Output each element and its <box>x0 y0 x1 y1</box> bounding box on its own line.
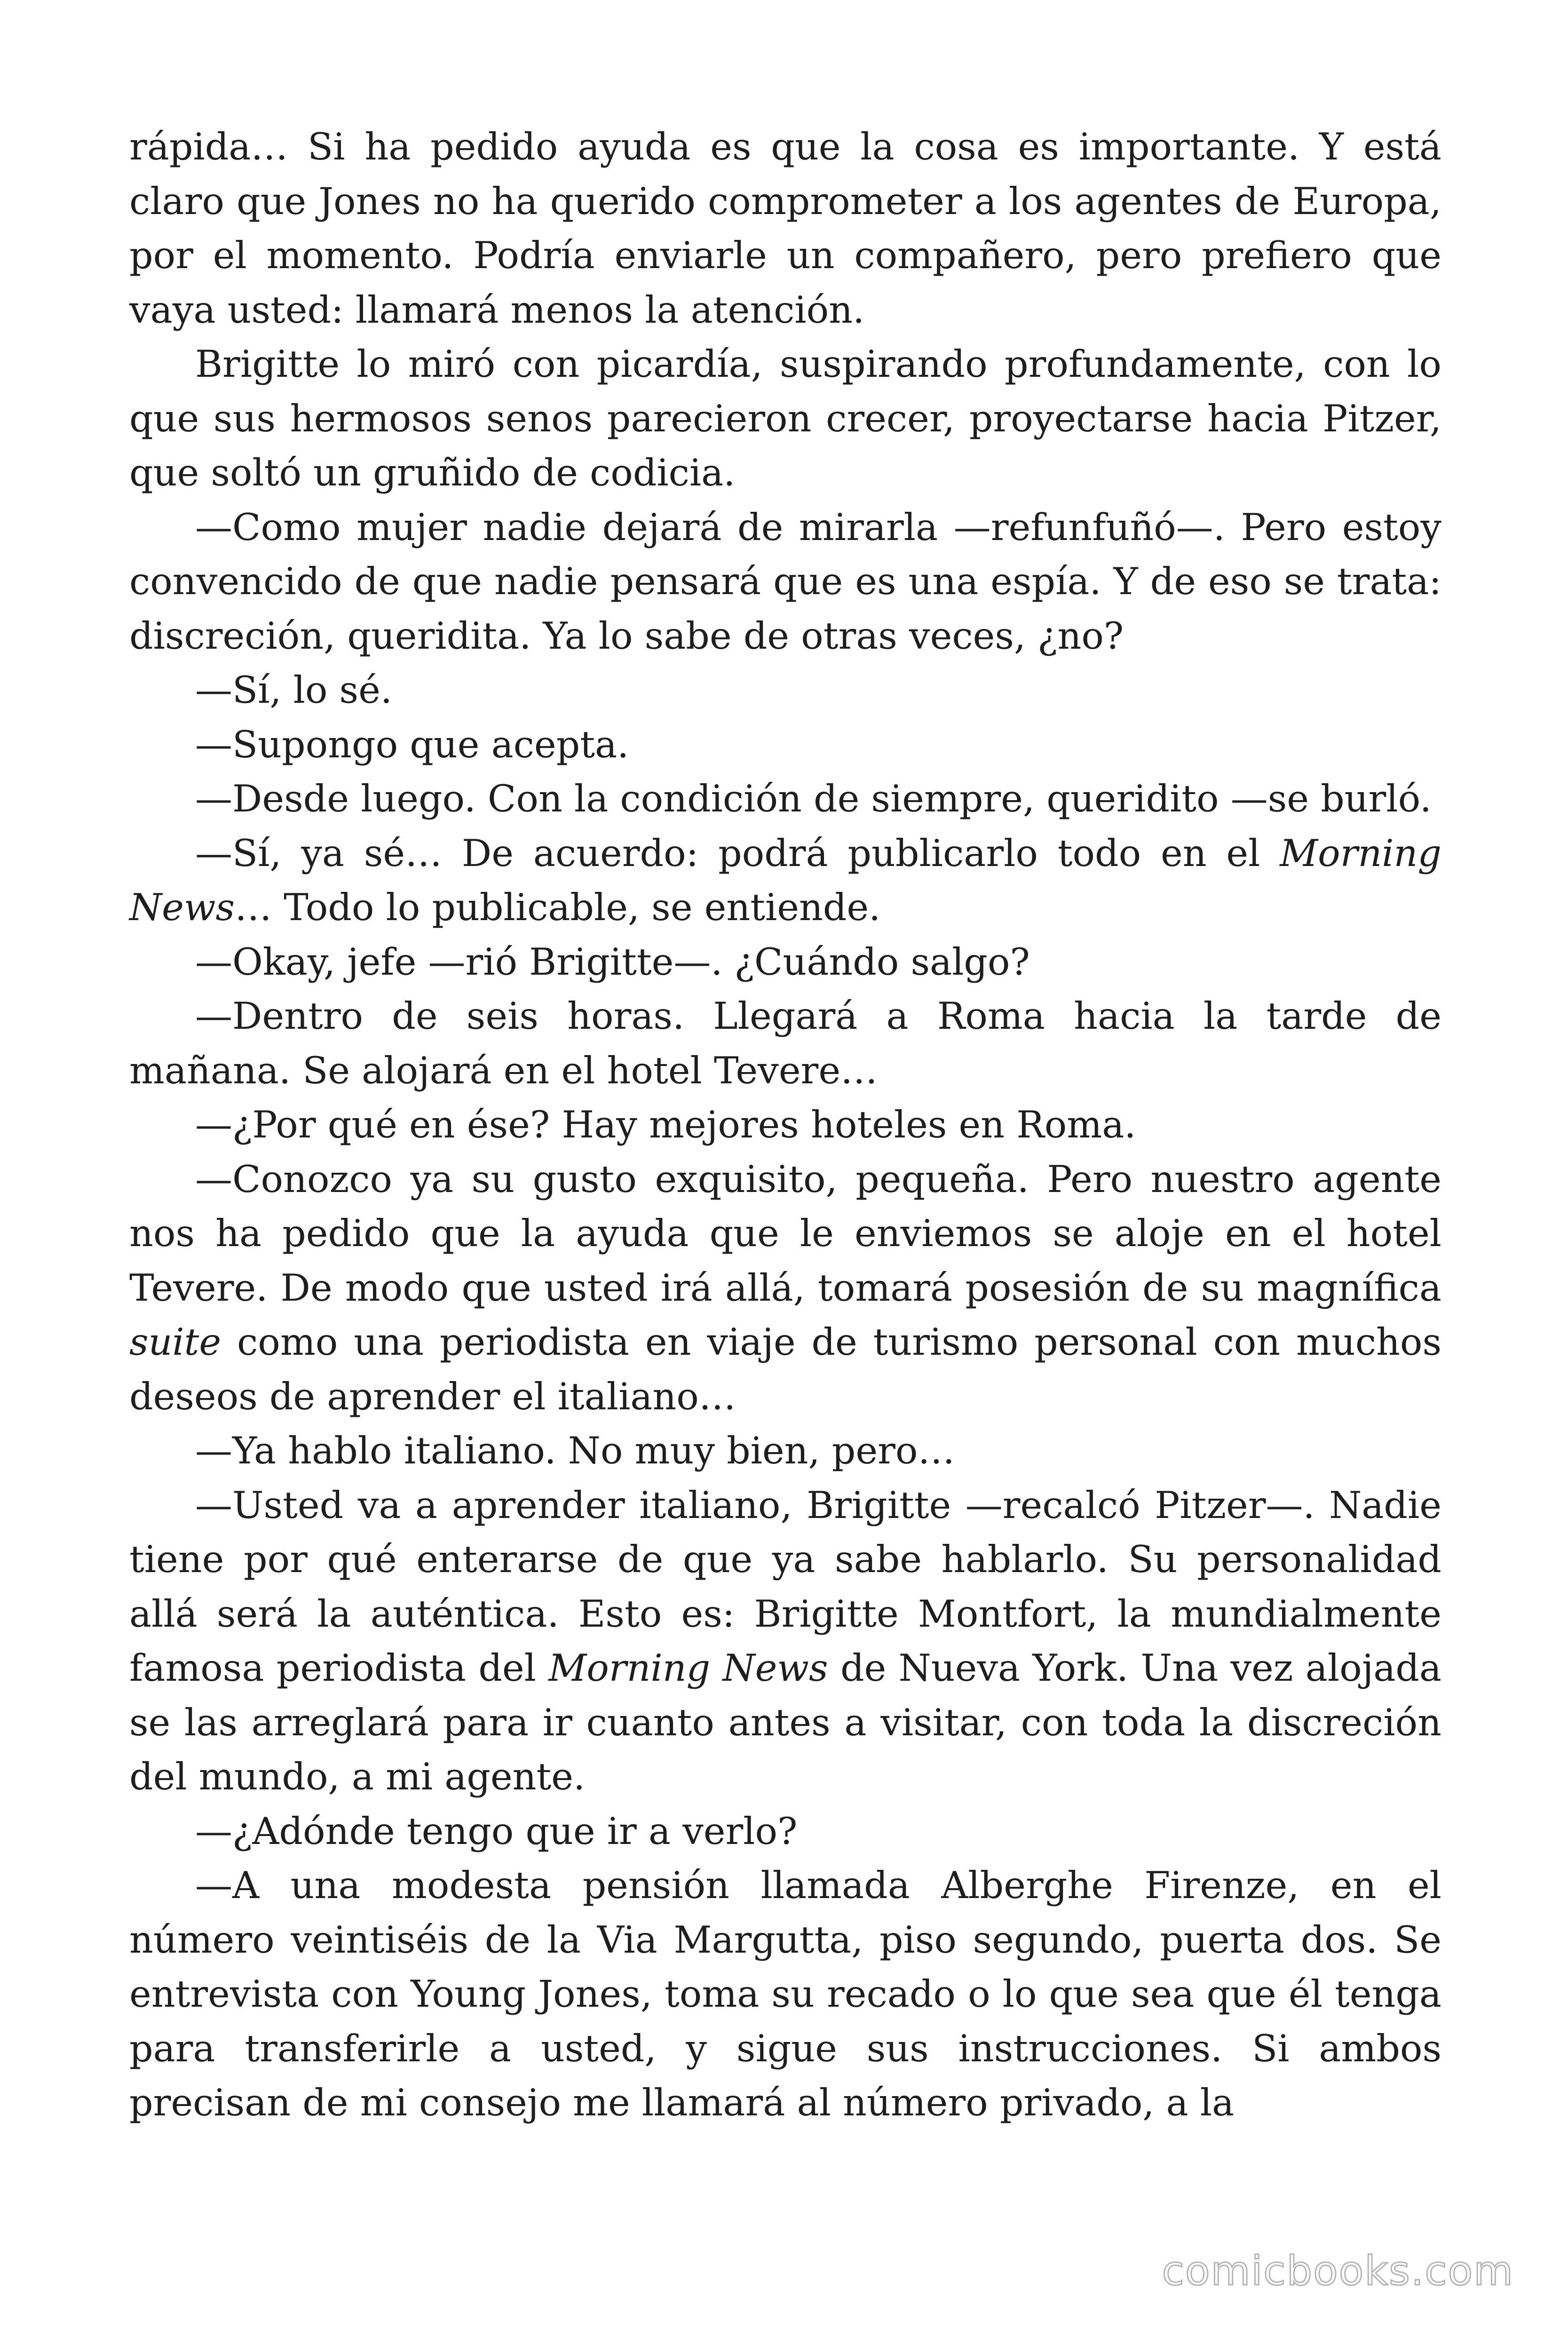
text-run: —Conozco ya su gusto exquisito, pequeña. Pero nuestro agente nos ha pedido que la ayuda que le enviemos se aloje en el hotel Tevere. De modo que usted irá allá, tomará posesión de su magnífica <box>129 1157 1441 1310</box>
paragraph <box>129 1424 1441 1478</box>
italic-text: suite <box>129 1320 222 1364</box>
paragraph <box>129 1859 1441 2130</box>
text-run: —Supongo que acepta. <box>195 723 629 766</box>
paragraph <box>129 772 1441 826</box>
italic-text: Morning News <box>548 1646 828 1690</box>
text-run: —Desde luego. Con la condición de siempre, queridito —se burló. <box>195 777 1432 820</box>
text-run: … Todo lo publicable, se entiende. <box>235 886 881 929</box>
paragraph <box>129 718 1441 772</box>
paragraph <box>129 1152 1441 1424</box>
text-run: —Como mujer nadie dejará de mirarla —refunfuñó—. Pero estoy convencido de que nadie pensará que es una espía. Y de eso se trata: discreción, queridita. Ya lo sabe de otras veces, ¿no? <box>129 505 1441 658</box>
text-run: —¿Adónde tengo que ir a verlo? <box>195 1809 798 1853</box>
book-page-text <box>129 120 1441 2130</box>
paragraph <box>129 337 1441 501</box>
text-run: Brigitte lo miró con picardía, suspirando profundamente, con lo que sus hermosos senos parecieron crecer, proyectarse hacia Pitzer, que soltó un gruñido de codicia. <box>129 342 1441 494</box>
paragraph <box>129 1804 1441 1859</box>
paragraph <box>129 120 1441 337</box>
text-run: rápida… Si ha pedido ayuda es que la cosa es importante. Y está claro que Jones no ha querido comprometer a los agentes de Europa, por el momento. Podría enviarle un compañero, pero prefiero que vaya usted: llamará menos la atención. <box>129 125 1441 332</box>
text-run: —Sí, ya sé… De acuerdo: podrá publicarlo todo en el <box>195 831 1280 875</box>
text-run: de Nueva York. Una vez alojada se las arreglará para ir cuanto antes a visitar, con toda la discreción del mundo, a mi agente. <box>129 1646 1442 1798</box>
paragraph <box>129 1478 1441 1804</box>
paragraph <box>129 826 1441 935</box>
text-run: —¿Por qué en ése? Hay mejores hoteles en Roma. <box>195 1103 1136 1146</box>
paragraph <box>129 1098 1441 1152</box>
text-run: —Sí, lo sé. <box>195 668 392 712</box>
paragraph <box>129 501 1441 664</box>
text-run: —Okay, jefe —rió Brigitte—. ¿Cuándo salgo? <box>195 940 1030 984</box>
text-run: —Ya hablo italiano. No muy bien, pero… <box>195 1429 955 1472</box>
text-run: —Usted va a aprender italiano, Brigitte —recalcó Pitzer—. Nadie tiene por qué enterarse de que ya sabe hablarlo. Su personalidad allá será la auténtica. Esto es: Brigitte Montfort, la mundialmente famosa periodista del <box>129 1483 1441 1690</box>
paragraph <box>129 663 1441 718</box>
watermark: comicbooks.com <box>1162 2248 1514 2295</box>
text-run: —A una modesta pensión llamada Alberghe Firenze, en el número veintiséis de la Via Margutta, piso segundo, puerta dos. Se entrevista con Young Jones, toma su recado o lo que sea que él tenga para transferirle a usted, y sigue sus instrucciones. Si ambos precisan de mi consejo me llamará al número privado, a la <box>129 1864 1441 2124</box>
paragraph <box>129 989 1441 1098</box>
paragraph <box>129 935 1441 990</box>
italic-text: Morning News <box>129 831 1441 929</box>
text-run: como una periodista en viaje de turismo personal con muchos deseos de aprender el italiano… <box>129 1320 1441 1418</box>
text-run: —Dentro de seis horas. Llegará a Roma hacia la tarde de mañana. Se alojará en el hotel Tevere… <box>129 994 1441 1092</box>
